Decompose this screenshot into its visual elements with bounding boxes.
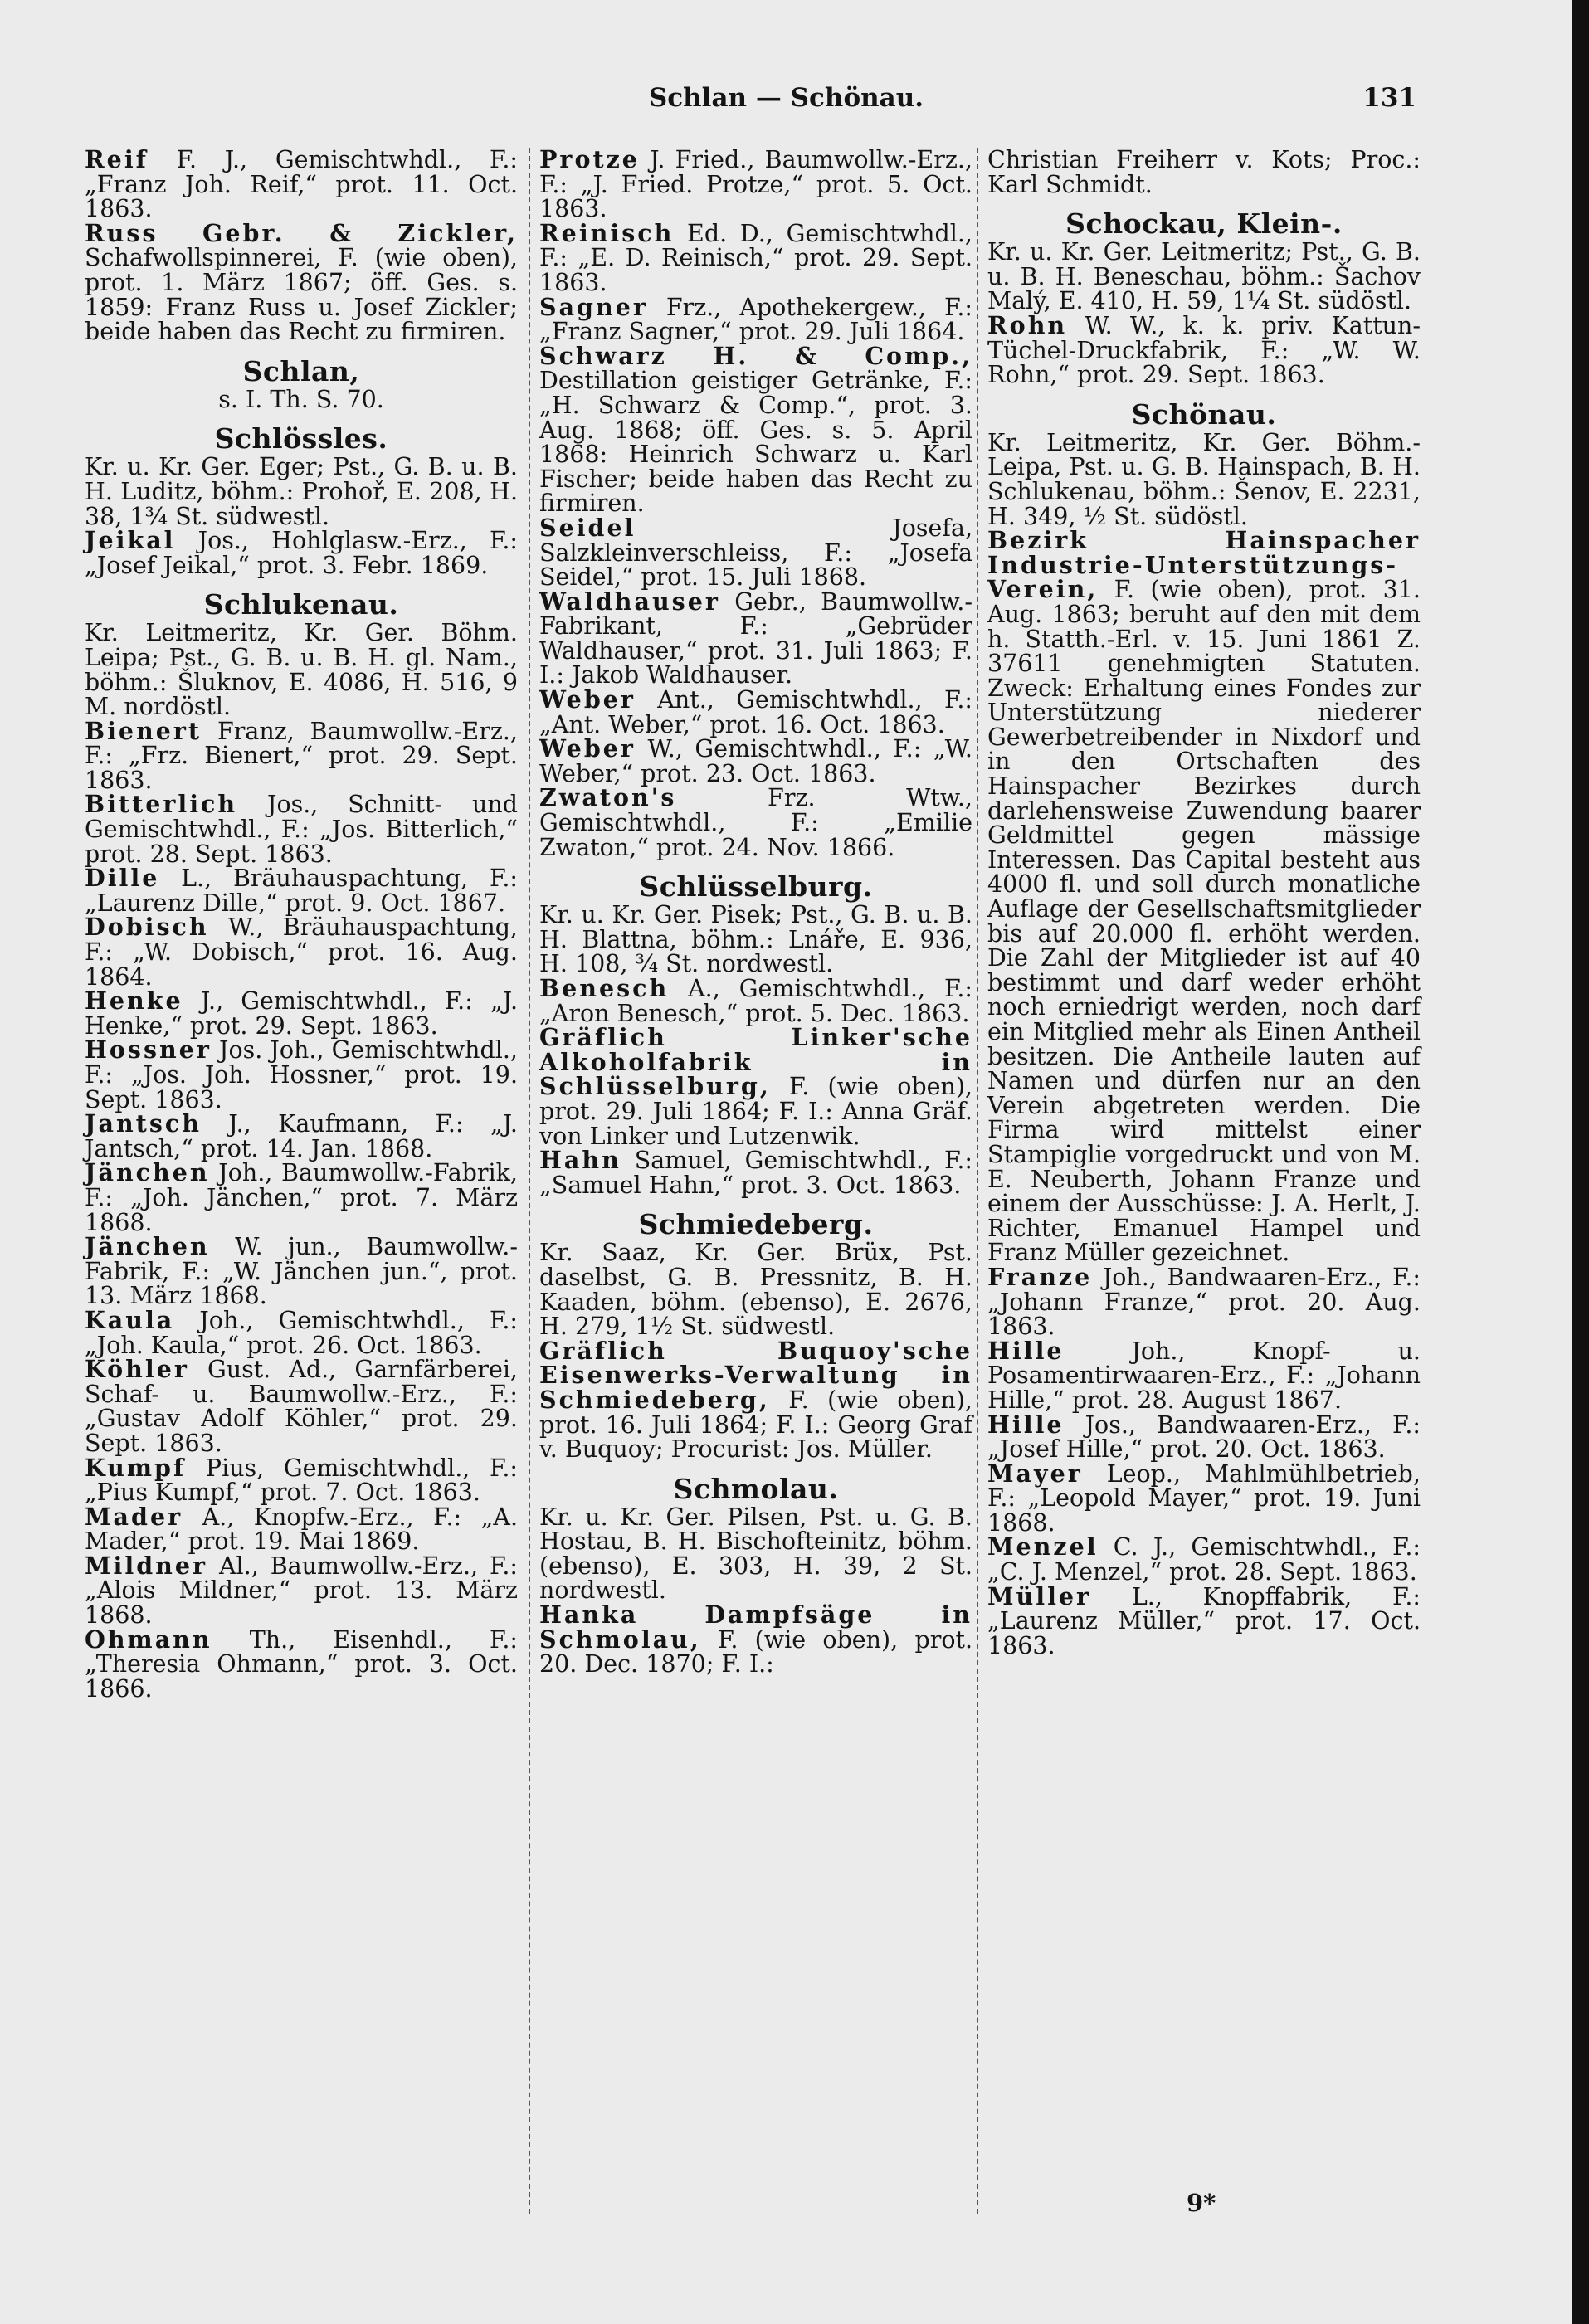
page-number: 131: [1362, 83, 1416, 113]
place-name: Schlan,: [242, 354, 360, 387]
directory-entry: [85, 1305, 518, 1359]
entry-text: Ant., Gemischtwhdl., F.: „Ant. Weber,“ prot. 16. Oct. 1863.: [539, 686, 972, 738]
entry-name: Benesch: [539, 974, 670, 1002]
entry-text: A., Gemischtwhdl., F.: „Aron Benesch,“ prot. 5. Dec. 1863.: [539, 975, 972, 1027]
place-description: Kr. u. Kr. Ger. Pisek; Pst., G. B. u. B. H. Blattna, böhm.: Lnáře, E. 936, H. 108, ¾ St. nordwestl.: [539, 901, 972, 978]
entry-name: Reif: [85, 145, 149, 173]
entry-name: Schwarz H. & Comp.,: [539, 341, 972, 370]
directory-entry: [85, 218, 518, 346]
column-2: [539, 145, 972, 1678]
entry-text: F. (wie oben), prot. 16. Juli 1864; F. I.: Georg Graf v. Buquoy; Procurist: Jos. Müller.: [539, 1386, 972, 1464]
directory-entry: [987, 1532, 1421, 1586]
entry-name: Dille: [85, 864, 160, 893]
entry-name: Weber: [539, 685, 636, 714]
place-heading: [539, 871, 972, 903]
signature-mark: 9*: [1187, 2189, 1216, 2217]
entry-text: W., Gemischtwhdl., F.: „W. Weber,“ prot. 23. Oct. 1863.: [539, 735, 972, 787]
entry-name: Menzel: [987, 1532, 1099, 1562]
entry-text: Jos., Bandwaaren-Erz., F.: „Josef Hille,“ prot. 20. Oct. 1863.: [987, 1410, 1421, 1464]
directory-entry: [85, 716, 518, 794]
entry-text: Schafwollspinnerei, F. (wie oben), prot. 1. März 1867; öff. Ges. s. 1859: Franz Russ u. Josef Zickler; beide haben das Recht zu firmiren.: [85, 244, 518, 346]
directory-entry: [85, 1502, 518, 1556]
entry-name: Reinisch: [539, 218, 675, 247]
column-rule: [977, 148, 978, 2214]
entry-name: Kumpf: [85, 1453, 187, 1482]
directory-entry: [539, 218, 972, 296]
entry-name: Hille: [987, 1410, 1065, 1439]
entry-text: Joh., Gemischtwhdl., F.: „Joh. Kaula,“ prot. 26. Oct. 1863.: [85, 1306, 518, 1359]
entry-text: Al., Baumwollw.-Erz., F.: „Alois Mildner,“ prot. 13. März 1868.: [85, 1552, 518, 1630]
entry-text: Joh., Bandwaaren-Erz., F.: „Johann Franze,“ prot. 20. Aug. 1863.: [987, 1263, 1421, 1341]
entry-name: Protze: [539, 145, 640, 173]
entry-name: Gräflich Linker'sche Alkoholfabrik in Schlüsselburg,: [539, 1023, 972, 1101]
directory-entry: [85, 989, 518, 1038]
entry-text: J. Fried., Baumwollw.-Erz., F.: „J. Fried. Protze,“ prot. 5. Oct. 1863.: [539, 146, 972, 223]
directory-entry: [85, 866, 518, 915]
entry-text: C. J., Gemischtwhdl., F.: „C. J. Menzel,“ prot. 28. Sept. 1863.: [987, 1533, 1421, 1586]
entry-text: W. jun., Baumwollw.-Fabrik, F.: „W. Jänchen jun.“, prot. 13. März 1868.: [85, 1233, 518, 1310]
entry-name: Franze: [987, 1262, 1093, 1291]
entry-text: Joh., Knopf- u. Posamentirwaaren-Erz., F.: „Johann Hille,“ prot. 28. August 1867.: [987, 1337, 1421, 1414]
entry-name: Mayer: [987, 1459, 1083, 1488]
place-name: Schockau, Klein-.: [1065, 207, 1343, 241]
place-description: Kr. u. Kr. Ger. Pilsen, Pst. u. G. B. Hostau, B. H. Bischofteinitz, böhm. (ebenso), E. 303, H. 39, 2 St. nordwestl.: [539, 1503, 972, 1605]
entry-text: J., Gemischtwhdl., F.: „J. Henke,“ prot. 29. Sept. 1863.: [85, 987, 518, 1040]
place-description: Kr. Saaz, Kr. Ger. Brüx, Pst. daselbst, G. B. Pressnitz, B. H. Kaaden, böhm. (ebenso), E. 2676, H. 279, 1½ St. südwestl.: [539, 1239, 972, 1341]
directory-entry: [539, 145, 972, 223]
place-heading: [85, 423, 518, 455]
entry-name: Müller: [987, 1581, 1092, 1610]
entry-text: Destillation geistiger Getränke, F.: „H. Schwarz & Comp.“, prot. 3. Aug. 1868; öff. Ges. s. 5. April 1868: Heinrich Schwarz u. Karl Fischer; beide haben das Recht zu firmiren.: [539, 367, 972, 518]
entry-name: Mader: [85, 1502, 183, 1531]
entry-name: Gräflich Buquoy'sche Eisenwerks-Verwaltung in Schmiedeberg,: [539, 1336, 972, 1414]
directory-entry: [539, 587, 972, 689]
directory-entry: [85, 792, 518, 866]
column-3: [987, 148, 1421, 1658]
place-name: Schmolau.: [673, 1472, 839, 1505]
entry-text: Joh., Baumwollw.-Fabrik, F.: „Joh. Jänchen,“ prot. 7. März 1868.: [85, 1159, 518, 1236]
place-name: Schlössles.: [214, 422, 388, 456]
entry-text: Leop., Mahlmühlbetrieb, F.: „Leopold Mayer,“ prot. 19. Juni 1868.: [987, 1459, 1421, 1537]
place-heading: [85, 356, 518, 412]
entry-text: F. (wie oben), prot. 29. Juli 1864; F. I.: Anna Gräf. von Linker und Lutzenwik.: [539, 1073, 972, 1150]
entry-name: Hille: [987, 1336, 1065, 1365]
entry-text: W., Bräuhauspachtung, F.: „W. Dobisch,“ prot. 16. Aug. 1864.: [85, 914, 518, 991]
directory-entry: [987, 1581, 1421, 1659]
directory-entry: [539, 292, 972, 346]
entry-name: Zwaton's: [539, 783, 677, 812]
place-description: Kr. u. Kr. Ger. Eger; Pst., G. B. u. B. H. Luditz, böhm.: Prohoř, E. 208, H. 38, 1¾ St. südwestl.: [85, 453, 518, 530]
entry-text: F. (wie oben), prot. 20. Dec. 1870; F. I.:: [539, 1625, 972, 1678]
directory-entry: [85, 526, 518, 579]
place-heading: [85, 589, 518, 621]
entry-name: Bezirk Hainspacher Industrie-Unterstützungs-Verein,: [987, 526, 1421, 604]
directory-entry: [85, 915, 518, 989]
directory-entry: [539, 1336, 972, 1464]
entry-name: Jänchen: [85, 1158, 210, 1187]
directory-entry: [987, 1336, 1421, 1414]
entry-name: Hanka Dampfsäge in Schmolau,: [539, 1600, 972, 1654]
column-1: [85, 145, 518, 1703]
place-name: Schlüsselburg.: [639, 870, 873, 904]
place-description: Kr. Leitmeritz, Kr. Ger. Böhm. Leipa; Pst., G. B. u. B. H. gl. Nam., böhm.: Šluknov, E. 4086, H. 516, 9 M. nordöstl.: [85, 619, 518, 721]
entry-text: Franz, Baumwollw.-Erz., F.: „Frz. Bienert,“ prot. 29. Sept. 1863.: [85, 717, 518, 794]
directory-entry: [539, 341, 972, 518]
directory-entry: [85, 1551, 518, 1630]
directory-entry: [85, 1232, 518, 1310]
entry-name: Bitterlich: [85, 790, 238, 819]
entry-text: F. (wie oben), prot. 31. Aug. 1863; beruht auf den mit dem h. Statth.-Erl. v. 15. Juni 1861 Z. 37611 genehmigten Statuten. Zweck: Erhaltung eines Fondes zur Unterstützung niederer Gewerbetreibender in Nixdorf und in den Ortschaften des Hainspacher Bezirkes durch darlehensweise Zuwendung baarer Geldmittel gegen mässige Interessen. Das Capital besteht aus 4000 fl. und soll durch monatliche Auflage der Gesellschaftsmitglieder bis auf 20.000 fl. erhöht werden. Die Zahl der Mitglieder ist auf 40 bestimmt und darf weder erhöht noch erniedrigt werden, noch darf ein Mitglied mehr als Einen Antheil besitzen. Die Antheile lauten auf Namen und dürfen nur an den Verein abgetreten werden. Die Firma wird mittelst einer Stampiglie vorgedruckt und von M. E. Neuberth, Johann Franze und einem der Ausschüsse: J. A. Herlt, J. Richter, Emanuel Hampel und Franz Müller gezeichnet.: [987, 576, 1421, 1267]
place-reference: s. I. Th. S. 70.: [218, 385, 384, 413]
directory-entry: [539, 1023, 972, 1150]
entry-text: Pius, Gemischtwhdl., F.: „Pius Kumpf,“ prot. 7. Oct. 1863.: [85, 1454, 518, 1507]
place-description: Kr. Leitmeritz, Kr. Ger. Böhm.-Leipa, Pst. u. G. B. Hainspach, B. H. Schlukenau, böhm.: Šenov, E. 2231, H. 349, ½ St. südöstl.: [987, 428, 1421, 530]
directory-entry: [539, 1148, 972, 1197]
directory-entry: [539, 734, 972, 787]
place-description: Kr. u. Kr. Ger. Leitmeritz; Pst., G. B. u. B. H. Beneschau, böhm.: Šachov Malý, E. 410, H. 59, 1¼ St. südöstl.: [987, 238, 1421, 315]
entry-text: Jos. Joh., Gemischtwhdl., F.: „Jos. Joh. Hossner,“ prot. 19. Sept. 1863.: [85, 1036, 518, 1113]
directory-entry: [85, 1035, 518, 1113]
entry-text: Ed. D., Gemischtwhdl., F.: „E. D. Reinisch,“ prot. 29. Sept. 1863.: [539, 219, 972, 296]
entry-text: W. W., k. k. priv. Kattun-Tüchel-Druckfabrik, F.: „W. W. Rohn,“ prot. 29. Sept. 1863.: [987, 311, 1421, 389]
directory-entry: [987, 1410, 1421, 1464]
entry-name: Weber: [539, 734, 636, 763]
entry-name: Henke: [85, 987, 183, 1016]
directory-entry: [987, 1262, 1421, 1341]
directory-entry: [85, 1109, 518, 1162]
running-title: Schlan — Schönau.: [648, 83, 924, 113]
place-name: Schmiedeberg.: [638, 1208, 874, 1241]
column-rule: [529, 148, 530, 2214]
entry-name: Seidel: [539, 513, 636, 542]
directory-entry: [85, 1158, 518, 1236]
entry-text: L., Knopffabrik, F.: „Laurenz Müller,“ prot. 17. Oct. 1863.: [987, 1582, 1421, 1659]
place-name: Schlukenau.: [203, 588, 399, 621]
entry-name: Rohn: [987, 310, 1068, 339]
entry-text: Jos., Schnitt- und Gemischtwhdl., F.: „Jos. Bitterlich,“ prot. 28. Sept. 1863.: [85, 791, 518, 868]
entry-name: Russ Gebr. & Zickler,: [85, 218, 518, 247]
directory-entry: [85, 1357, 518, 1455]
entry-name: Köhler: [85, 1355, 189, 1384]
directory-entry: [539, 974, 972, 1027]
place-name: Schönau.: [1131, 397, 1277, 431]
entry-name: Jantsch: [85, 1109, 202, 1138]
directory-entry: [987, 310, 1421, 389]
entry-name: Mildner: [85, 1551, 207, 1580]
place-heading: [539, 1474, 972, 1505]
place-heading: [987, 399, 1421, 431]
entry-text: J., Kaufmann, F.: „J. Jantsch,“ prot. 14. Jan. 1868.: [85, 1110, 518, 1162]
entry-text: Frz. Wtw., Gemischtwhdl., F.: „Emilie Zwaton,“ prot. 24. Nov. 1866.: [539, 784, 972, 861]
directory-entry: [539, 513, 972, 592]
entry-text: Gebr., Baumwollw.-Fabrikant, F.: „Gebrüder Waldhauser,“ prot. 31. Juli 1863; F. I.: Jakob Waldhauser.: [539, 587, 972, 689]
directory-entry: [85, 1453, 518, 1507]
directory-entry: [987, 1459, 1421, 1537]
entry-text: Samuel, Gemischtwhdl., F.: „Samuel Hahn,“ prot. 3. Oct. 1863.: [539, 1147, 972, 1199]
entry-text: Frz., Apothekergew., F.: „Franz Sagner,“ prot. 29. Juli 1864.: [539, 293, 972, 346]
entry-name: Waldhauser: [539, 587, 720, 616]
entry-text: Gust. Ad., Garnfärberei, Schaf- u. Baumwollw.-Erz., F.: „Gustav Adolf Köhler,“ prot. 29. Sept. 1863.: [85, 1356, 518, 1457]
entry-name: Hossner: [85, 1035, 212, 1065]
entry-name: Jänchen: [85, 1232, 210, 1261]
entry-name: Ohmann: [85, 1625, 212, 1654]
directory-entry: [85, 145, 518, 223]
entry-name: Jeikal: [85, 526, 176, 555]
entry-text: Th., Eisenhdl., F.: „Theresia Ohmann,“ prot. 3. Oct. 1866.: [85, 1625, 518, 1703]
entry-name: Kaula: [85, 1305, 175, 1334]
entry-text: F. J., Gemischtwhdl., F.: „Franz Joh. Reif,“ prot. 11. Oct. 1863.: [85, 146, 518, 223]
place-heading: [987, 208, 1421, 240]
place-description: Christian Freiherr v. Kots; Proc.: Karl Schmidt.: [987, 146, 1421, 198]
directory-entry: [539, 685, 972, 738]
entry-name: Hahn: [539, 1146, 621, 1175]
entry-text: A., Knopfw.-Erz., F.: „A. Mader,“ prot. 19. Mai 1869.: [85, 1503, 518, 1556]
place-heading: [539, 1209, 972, 1240]
entry-text: L., Bräuhauspachtung, F.: „Laurenz Dille,“ prot. 9. Oct. 1867.: [85, 865, 518, 917]
directory-entry: [539, 1600, 972, 1678]
page-header: [0, 83, 1572, 124]
directory-entry: [539, 783, 972, 861]
entry-name: Dobisch: [85, 913, 209, 942]
entry-name: Sagner: [539, 292, 648, 321]
entry-text: Jos., Hohlglasw.-Erz., F.: „Josef Jeikal,“ prot. 3. Febr. 1869.: [85, 527, 518, 579]
entry-name: Bienert: [85, 716, 202, 745]
entry-text: Josefa, Salzkleinverschleiss, F.: „Josefa Seidel,“ prot. 15. Juli 1868.: [539, 514, 972, 592]
directory-entry: [987, 526, 1421, 1267]
directory-entry: [85, 1625, 518, 1703]
